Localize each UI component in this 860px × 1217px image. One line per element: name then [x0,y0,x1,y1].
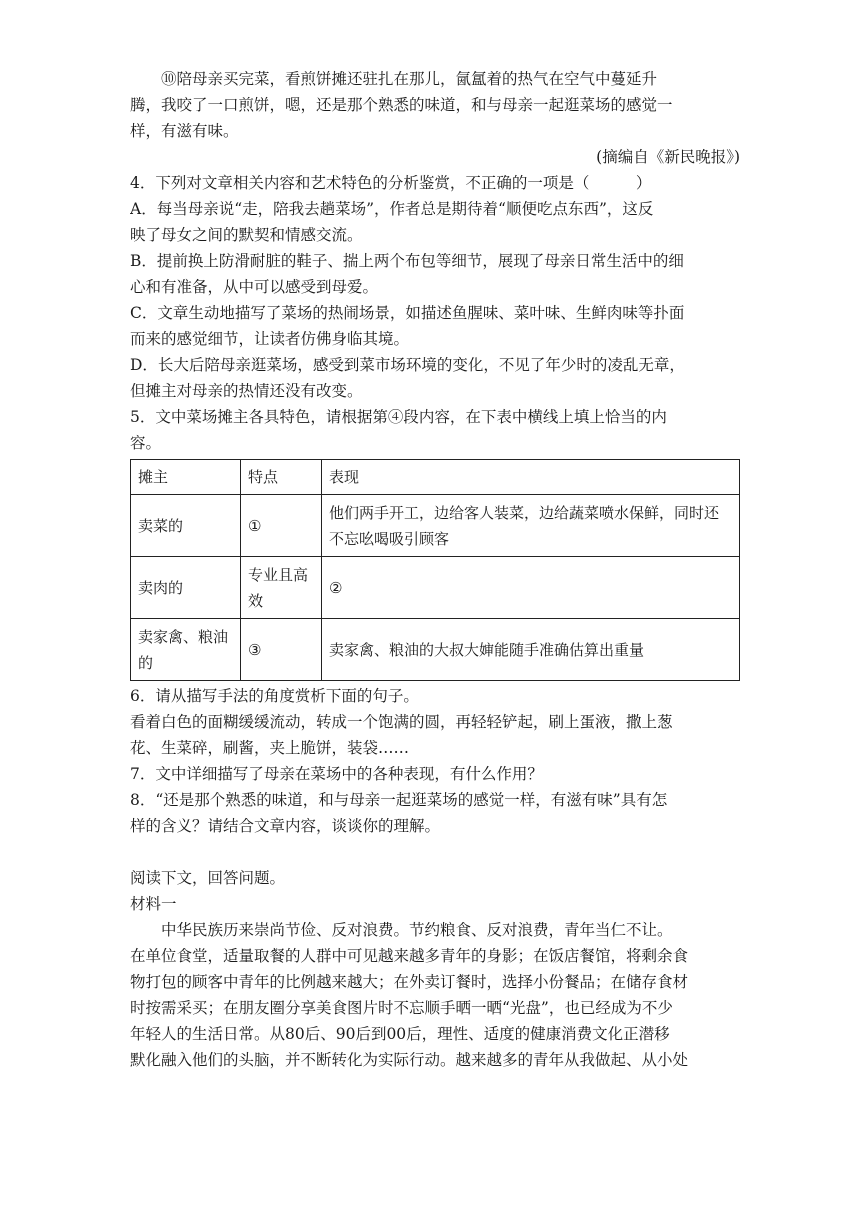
passage-paragraph-10 [130,66,740,144]
material-label: 材料一 [130,895,177,913]
option-c[interactable] [130,300,740,352]
question-4 [130,170,740,404]
option-line: 映了母女之间的默契和情感交流。 [130,226,363,244]
question-stem: 容。 [130,434,162,452]
performance-cell: 卖家禽、粮油的大叔大婶能随手准确估算出重量 [322,619,740,681]
feature-blank-1[interactable]: ① [241,495,322,557]
text-line: 腾，我咬了一口煎饼，嗯，还是那个熟悉的味道，和与母亲一起逛菜场的感觉一 [130,96,673,114]
feature-cell: 专业且高效 [241,557,322,619]
table-row [131,557,740,619]
option-line: 但摊主对母亲的热情还没有改变。 [130,382,363,400]
question-stem: 8．“还是那个熟悉的味道，和与母亲一起逛菜场的感觉一样，有滋有味”具有怎 [130,791,668,809]
option-line: B．提前换上防滑耐脏的鞋子、揣上两个布包等细节，展现了母亲日常生活中的细 [130,252,684,270]
option-a[interactable] [130,196,740,248]
text-line: 样，有滋有味。 [130,122,239,140]
option-line: 而来的感觉细节，让读者仿佛身临其境。 [130,330,410,348]
table-header-row [131,460,740,495]
text-line: 年轻人的生活日常。从80后、90后到00后，理性、适度的健康消费文化正潜移 [130,1025,670,1043]
option-line: 心和有准备，从中可以感受到母爱。 [130,278,379,296]
question-stem: 样的含义？请结合文章内容，谈谈你的理解。 [130,817,441,835]
question-stem: 5．文中菜场摊主各具特色，请根据第④段内容，在下表中横线上填上恰当的内 [130,408,667,426]
source-citation: (摘编自《新民晚报》) [596,148,740,166]
text-line: ⑩陪母亲买完菜，看煎饼摊还驻扎在那儿，氤氲着的热气在空气中蔓延升 [161,70,658,88]
option-b[interactable] [130,248,740,300]
performance-cell: 他们两手开工，边给客人装菜，边给蔬菜喷水保鲜，同时还不忘吆喝吸引顾客 [322,495,740,557]
reading-section-2 [130,865,740,1073]
vendor-cell: 卖肉的 [131,557,241,619]
text-line: 中华民族历来崇尚节俭、反对浪费。节约粮食、反对浪费，青年当仁不让。 [161,921,673,939]
table-header: 表现 [322,460,740,495]
text-line: 在单位食堂，适量取餐的人群中可见越来越多青年的身影；在饭店餐馆，将剩余食 [130,947,689,965]
option-line: C．文章生动地描写了菜场的热闹场景，如描述鱼腥味、菜叶味、生鲜肉味等扑面 [130,304,685,322]
vendor-cell: 卖菜的 [131,495,241,557]
question-7: 7．文中详细描写了母亲在菜场中的各种表现，有什么作用？ [130,765,543,783]
question-stem: 4．下列对文章相关内容和艺术特色的分析鉴赏，不正确的一项是（ ） [130,174,652,192]
table-header: 摊主 [131,460,241,495]
option-line: A．每当母亲说“走，陪我去趟菜场”，作者总是期待着“顺便吃点东西”，这反 [130,200,654,218]
performance-blank-2[interactable]: ② [322,557,740,619]
text-line: 时按需采买；在朋友圈分享美食图片时不忘顺手晒一晒“光盘”，也已经成为不少 [130,999,673,1017]
exam-page [130,66,740,1073]
option-line: D．长大后陪母亲逛菜场，感受到菜市场环境的变化，不见了年少时的凌乱无章， [130,356,685,374]
question-5 [130,404,740,681]
quoted-sentence: 花、生菜碎，刷酱，夹上脆饼，装袋…… [130,739,410,757]
text-line: 物打包的顾客中青年的比例越来越大；在外卖订餐时，选择小份餐品；在储存食材 [130,973,689,991]
quoted-sentence: 看着白色的面糊缓缓流动，转成一个饱满的圆，再轻轻铲起，刷上蛋液，撒上葱 [130,713,673,731]
reading-instruction: 阅读下文，回答问题。 [130,869,286,887]
table-row [131,619,740,681]
feature-blank-3[interactable]: ③ [241,619,322,681]
table-header: 特点 [241,460,322,495]
vendor-cell: 卖家禽、粮油的 [131,619,241,681]
blank-gap [130,839,740,865]
option-d[interactable] [130,352,740,404]
text-line: 默化融入他们的头脑，并不断转化为实际行动。越来越多的青年从我做起、从小处 [130,1051,689,1069]
question-6 [130,683,740,761]
table-row [131,495,740,557]
question-8 [130,787,740,839]
vendor-table [130,459,740,681]
question-stem: 6．请从描写手法的角度赏析下面的句子。 [130,687,419,705]
